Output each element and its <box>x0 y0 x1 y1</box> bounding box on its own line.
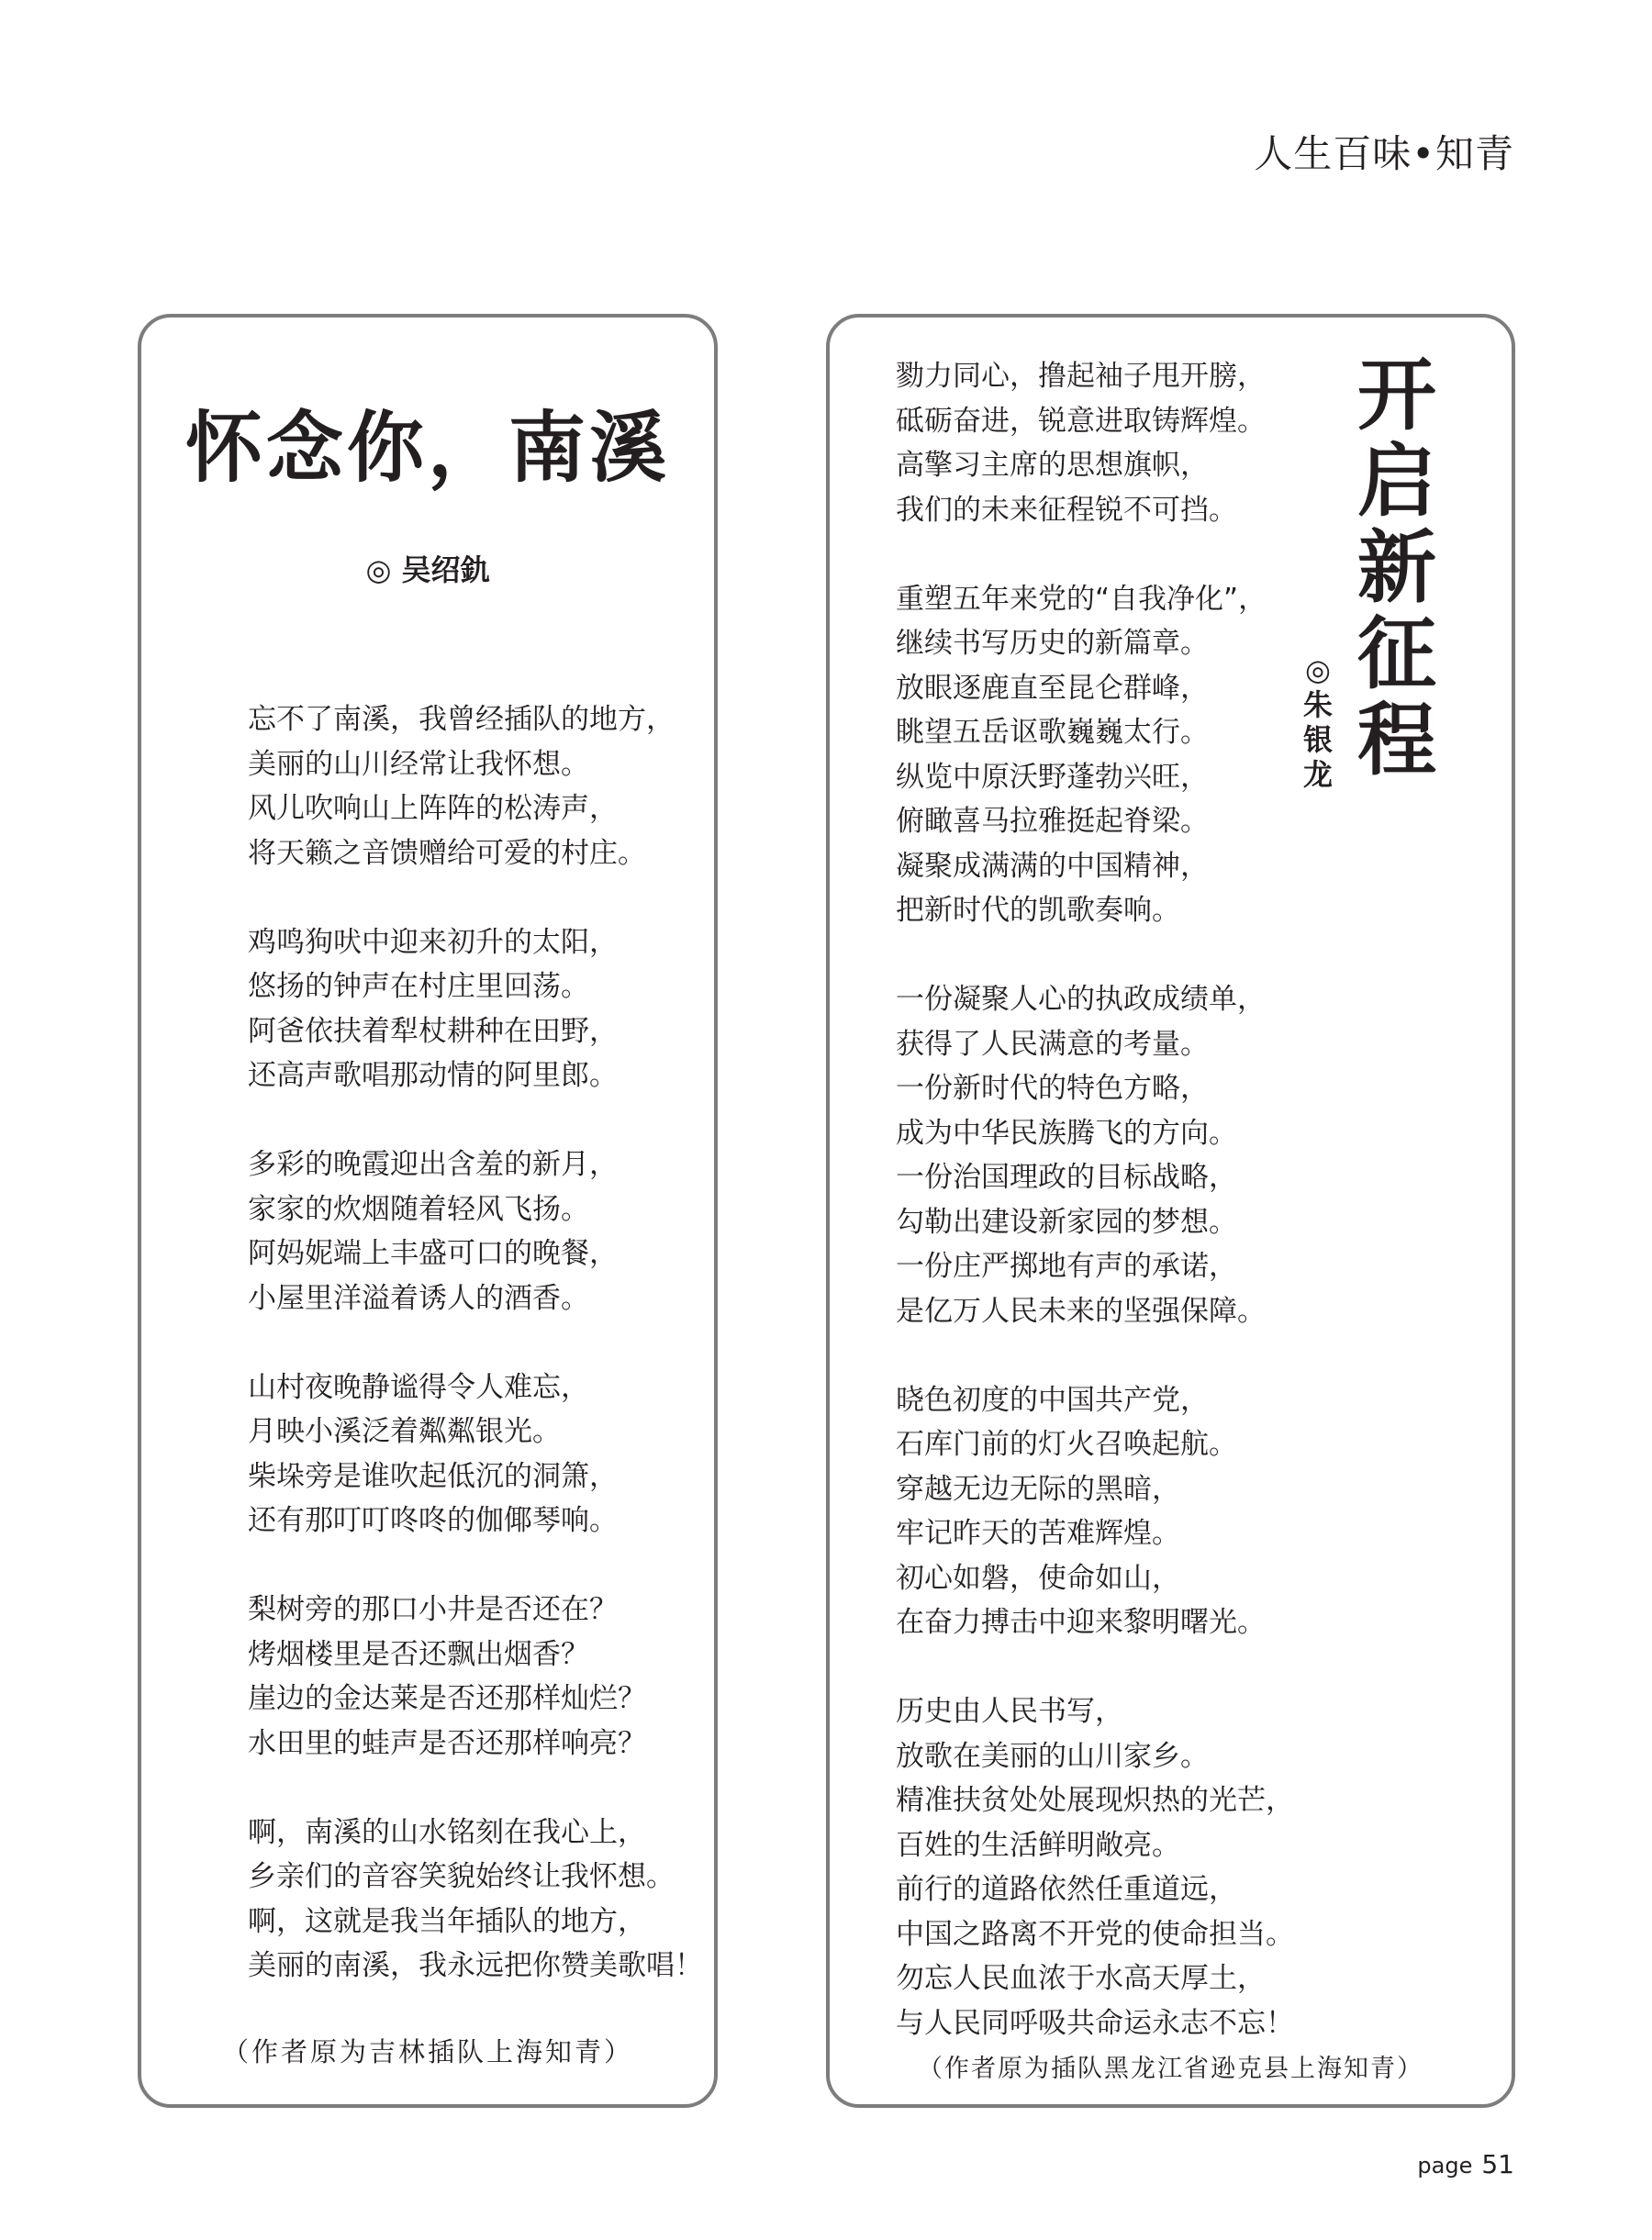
poem-stanza <box>248 1811 703 1989</box>
poem-line: 山村夜晚静谧得令人难忘， <box>248 1370 589 1404</box>
poem-line: 啊，南溪的山水铭刻在我心上， <box>248 1815 646 1849</box>
poem-body <box>248 697 703 1989</box>
poem-line: 凝聚成满满的中国精神， <box>896 849 1209 883</box>
title-char: 启 <box>1357 436 1436 528</box>
poem-line: 纵览中原沃野蓬勃兴旺， <box>896 760 1209 794</box>
poem-body <box>896 354 1294 2045</box>
poem-line: 崖边的金达莱是否还那样灿烂？ <box>248 1682 646 1715</box>
poem-panel-right <box>826 314 1515 2108</box>
poem-stanza <box>248 1365 703 1543</box>
poem-line: 穿越无边无际的黑暗， <box>896 1472 1180 1506</box>
poem-line: 啊，这就是我当年插队的地方， <box>248 1904 646 1938</box>
poem-line: 放歌在美丽的山川家乡。 <box>896 1739 1209 1773</box>
poem-line: 勾勒出建设新家园的梦想。 <box>896 1205 1237 1239</box>
poem-stanza <box>896 977 1294 1333</box>
poem-line: 小屋里洋溢着诱人的酒香。 <box>248 1281 589 1315</box>
poem-line: 水田里的蛙声是否还那样响亮？ <box>248 1726 646 1760</box>
author-note: （作者原为吉林插队上海知青） <box>221 2036 633 2067</box>
poem-stanza <box>248 1142 703 1321</box>
poem-line: 初心如磐，使命如山， <box>896 1561 1180 1595</box>
poem-title-vertical <box>1351 352 1443 784</box>
poem-stanza <box>248 697 703 875</box>
poem-line: 悠扬的钟声在村庄里回荡。 <box>248 970 589 1003</box>
poem-line: 一份新时代的特色方略， <box>896 1072 1209 1105</box>
poem-line: 把新时代的凯歌奏响。 <box>896 894 1180 927</box>
poem-line: 梨树旁的那口小井是否还在？ <box>248 1593 618 1626</box>
title-char: 开 <box>1357 350 1436 441</box>
poem-line: 将天籁之音馈赠给可爱的村庄。 <box>248 836 646 870</box>
poem-line: 忘不了南溪，我曾经插队的地方， <box>248 703 675 736</box>
poem-line: 前行的道路依然任重道远， <box>896 1873 1237 1906</box>
poem-stanza <box>896 354 1294 532</box>
poem-stanza <box>248 1588 703 1766</box>
poem-line: 俯瞰喜马拉雅挺起脊梁。 <box>896 805 1209 838</box>
author-char: 龙 <box>1302 757 1333 792</box>
poem-line: 勠力同心，撸起袖子甩开膀， <box>896 360 1266 393</box>
poem-stanza <box>896 1689 1294 2045</box>
poem-line: 继续书写历史的新篇章。 <box>896 627 1209 660</box>
poem-line: 鸡鸣狗吠中迎来初升的太阳， <box>248 925 618 959</box>
poem-line: 美丽的南溪，我永远把你赞美歌唱！ <box>248 1949 703 1982</box>
title-char: 新 <box>1357 522 1436 614</box>
poem-line: 家家的炊烟随着轻风飞扬。 <box>248 1192 589 1226</box>
poem-line: 牢记昨天的苦难辉煌。 <box>896 1517 1180 1550</box>
poem-author: ◎ 吴绍釚 <box>365 552 490 587</box>
poem-line: 勿忘人民血浓于水高天厚土， <box>896 1962 1266 1995</box>
poem-line: 砥砺奋进，锐意进取铸辉煌。 <box>896 404 1266 438</box>
author-char: 朱 <box>1302 687 1333 722</box>
poem-line: 高擎习主席的思想旗帜， <box>896 449 1209 482</box>
poem-line: 一份庄严掷地有声的承诺， <box>896 1250 1237 1283</box>
author-char: 银 <box>1302 722 1333 757</box>
poem-line: 中国之路离不开党的使命担当。 <box>896 1917 1294 1951</box>
poem-line: 一份治国理政的目标战略， <box>896 1161 1237 1194</box>
poem-line: 还有那叮叮咚咚的伽倻琴响。 <box>248 1504 618 1537</box>
column-header: 人生百味•知青 <box>1254 131 1514 176</box>
poem-line: 精准扶贫处处展现炽热的光芒， <box>896 1784 1294 1817</box>
poem-line: 晓色初度的中国共产党， <box>896 1383 1209 1417</box>
poem-title: 怀念你，南溪 <box>184 403 670 493</box>
poem-line: 美丽的山川经常让我怀想。 <box>248 747 589 781</box>
poem-line: 乡亲们的音容笑貌始终让我怀想。 <box>248 1860 675 1893</box>
poem-stanza <box>896 1378 1294 1645</box>
poem-line: 还高声歌唱那动情的阿里郎。 <box>248 1059 618 1092</box>
poem-line: 一份凝聚人心的执政成绩单， <box>896 983 1266 1016</box>
poem-line: 放眼逐鹿直至昆仑群峰， <box>896 671 1209 705</box>
poem-line: 百姓的生活鲜明敞亮。 <box>896 1828 1180 1862</box>
poem-line: 在奋力搏击中迎来黎明曙光。 <box>896 1606 1266 1639</box>
poem-line: 阿爸依扶着犁杖耕种在田野， <box>248 1014 618 1048</box>
poem-stanza <box>248 920 703 1098</box>
poem-line: 石库门前的灯火召唤起航。 <box>896 1428 1237 1461</box>
poem-line: 我们的未来征程锐不可挡。 <box>896 493 1237 527</box>
poem-author-vertical <box>1298 652 1338 792</box>
poem-line: 成为中华民族腾飞的方向。 <box>896 1116 1237 1150</box>
title-char: 程 <box>1357 695 1436 786</box>
poem-line: 与人民同呼吸共命运永志不忘！ <box>896 2006 1294 2040</box>
poem-line: 重塑五年来党的“自我净化”， <box>896 582 1267 616</box>
poem-line: 柴垛旁是谁吹起低沉的洞箫， <box>248 1459 618 1493</box>
poem-line: 烤烟楼里是否还飘出烟香？ <box>248 1637 589 1671</box>
poem-line: 月映小溪泛着粼粼银光。 <box>248 1415 561 1448</box>
poem-line: 历史由人民书写， <box>896 1695 1123 1728</box>
poem-line: 眺望五岳讴歌巍巍太行。 <box>896 716 1209 749</box>
author-note: （作者原为插队黑龙江省逊克县上海知青） <box>918 2055 1423 2083</box>
title-char: 征 <box>1357 608 1436 700</box>
page-number <box>1417 2149 1514 2179</box>
poem-line: 多彩的晚霞迎出含羞的新月， <box>248 1148 618 1181</box>
poem-panel-left <box>138 314 718 2108</box>
author-char: ◎ <box>1305 652 1331 687</box>
poem-stanza <box>896 577 1294 933</box>
page-label: page <box>1417 2153 1473 2179</box>
page-number-value: 51 <box>1481 2149 1514 2179</box>
poem-line: 阿妈妮端上丰盛可口的晚餐， <box>248 1237 618 1270</box>
poem-line: 风儿吹响山上阵阵的松涛声， <box>248 792 618 825</box>
poem-line: 是亿万人民未来的坚强保障。 <box>896 1294 1266 1328</box>
poem-line: 获得了人民满意的考量。 <box>896 1027 1209 1061</box>
